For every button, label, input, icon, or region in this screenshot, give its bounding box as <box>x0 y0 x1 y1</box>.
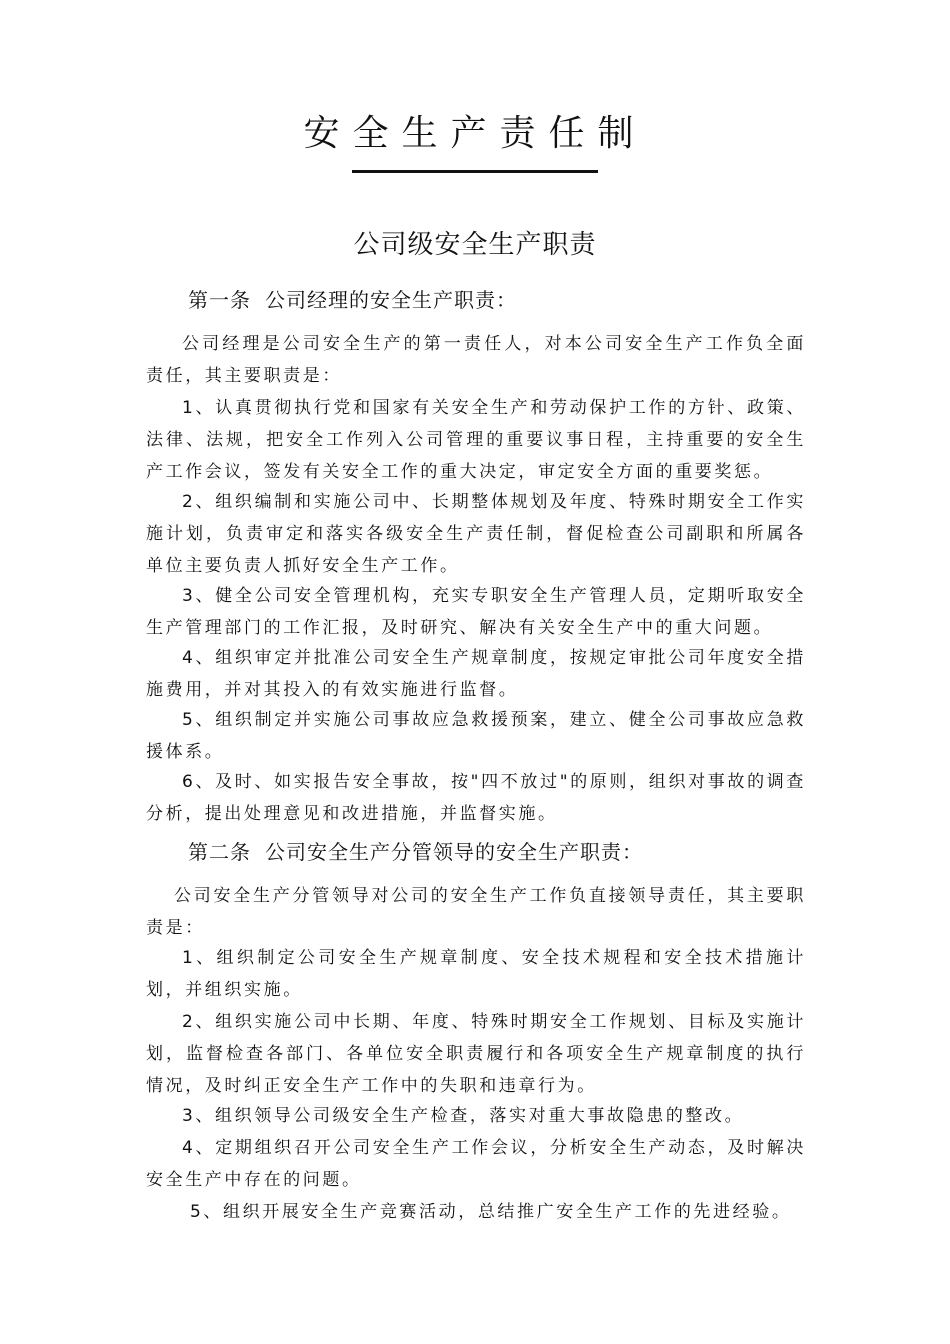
article-heading-text: 公司经理的安全生产职责： <box>265 288 517 312</box>
article-heading-text: 公司安全生产分管领导的安全生产职责： <box>265 840 643 864</box>
section-title: 公司级安全生产职责 <box>353 230 597 260</box>
article-item: 3、组织领导公司级安全生产检查，落实对重大事故隐患的整改。 <box>182 1106 745 1126</box>
article-item: 5、组织制定并实施公司事故应急救援预案，建立、健全公司事故应急救援体系。 <box>146 710 806 762</box>
article-item: 6、及时、如实报告安全事故，按"四不放过"的原则，组织对事故的调查分析，提出处理意见和改进措施，并监督实施。 <box>146 772 806 824</box>
article-item: 1、组织制定公司安全生产规章制度、安全技术规程和安全技术措施计划，并组织实施。 <box>146 948 806 1000</box>
article-heading <box>188 286 517 314</box>
article-item: 5、组织开展安全生产竞赛活动，总结推广安全生产工作的先进经验。 <box>190 1202 792 1222</box>
article-item: 3、健全公司安全管理机构，充实专职安全生产管理人员，定期听取安全生产管理部门的工作汇报，及时研究、解决有关安全生产中的重大问题。 <box>146 586 806 638</box>
article-item: 1、认真贯彻执行党和国家有关安全生产和劳动保护工作的方针、政策、法律、法规，把安全工作列入公司管理的重要议事日程，主持重要的安全生产工作会议，签发有关安全工作的重大决定，审定安全方面的重要奖惩。 <box>146 398 806 482</box>
article-number: 第二条 <box>188 840 251 864</box>
article-item: 2、组织编制和实施公司中、长期整体规划及年度、特殊时期安全工作实施计划，负责审定和落实各级安全生产责任制，督促检查公司副职和所属各单位主要负责人抓好安全生产工作。 <box>146 492 806 576</box>
document-title: 安全生产责任制 <box>303 113 647 154</box>
article-heading <box>188 838 643 866</box>
title-underline <box>352 170 598 173</box>
article-intro: 公司安全生产分管领导对公司的安全生产工作负直接领导责任，其主要职责是： <box>146 886 806 938</box>
article-number: 第一条 <box>188 288 251 312</box>
article-item: 2、组织实施公司中长期、年度、特殊时期安全工作规划、目标及实施计划，监督检查各部门、各单位安全职责履行和各项安全生产规章制度的执行情况，及时纠正安全生产工作中的失职和违章行为。 <box>146 1012 806 1096</box>
article-item: 4、组织审定并批准公司安全生产规章制度，按规定审批公司年度安全措施费用，并对其投入的有效实施进行监督。 <box>146 648 806 700</box>
article-item: 4、定期组织召开公司安全生产工作会议，分析安全生产动态，及时解决安全生产中存在的问题。 <box>146 1138 806 1190</box>
article-intro: 公司经理是公司安全生产的第一责任人，对本公司安全生产工作负全面责任，其主要职责是： <box>146 334 806 386</box>
